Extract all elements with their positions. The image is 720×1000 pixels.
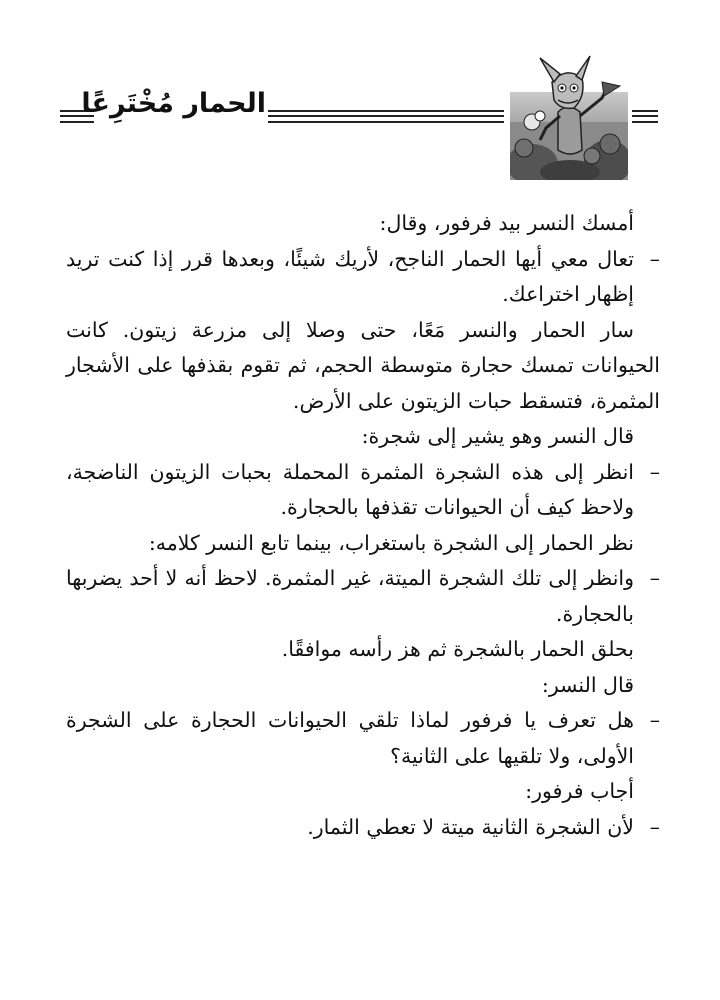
dialog-text: وانظر إلى تلك الشجرة الميتة، غير المثمرة. لاحظ أنه لا أحد يضربها بالحجارة. bbox=[66, 566, 634, 626]
dialog-paragraph bbox=[66, 703, 660, 774]
dialog-paragraph bbox=[66, 455, 660, 526]
page-header bbox=[0, 52, 720, 192]
dialog-text: تعال معي أيها الحمار الناجح، لأريك شيئًا، وبعدها قرر إذا كنت تريد إظهار اختراعك. bbox=[66, 246, 634, 306]
chapter-title: الحمار مُخْتَرِعًا bbox=[81, 88, 266, 119]
dialog-dash: – bbox=[649, 246, 660, 271]
narration-paragraph: سار الحمار والنسر مَعًا، حتى وصلا إلى مزرعة زيتون. كانت الحيوانات تمسك حجارة متوسطة الحجم، ثم تقوم بقذفها على الأشجار المثمرة، فتسقط حبات الزيتون على الأرض. bbox=[66, 317, 660, 413]
dialog-paragraph bbox=[66, 810, 660, 846]
donkey-illustration bbox=[510, 52, 628, 180]
story-text bbox=[66, 206, 660, 845]
narration-paragraph: أجاب فرفور: bbox=[525, 779, 634, 803]
dialog-dash: – bbox=[649, 814, 660, 839]
decorative-rule-right bbox=[632, 110, 658, 123]
narration-paragraph: بحلق الحمار بالشجرة ثم هز رأسه موافقًا. bbox=[281, 637, 634, 661]
dialog-paragraph bbox=[66, 561, 660, 632]
narration-paragraph: قال النسر وهو يشير إلى شجرة: bbox=[361, 424, 634, 448]
dialog-paragraph bbox=[66, 242, 660, 313]
donkey-illustration-icon bbox=[510, 52, 628, 180]
narration-paragraph: قال النسر: bbox=[541, 672, 634, 697]
dialog-text: انظر إلى هذه الشجرة المثمرة المحملة بحبات الزيتون الناضجة، ولاحظ كيف أن الحيوانات تقذفها بالحجارة. bbox=[66, 459, 634, 519]
dialog-dash: – bbox=[649, 708, 660, 732]
dialog-dash: – bbox=[649, 566, 660, 590]
dialog-text: هل تعرف يا فرفور لماذا تلقي الحيوانات الحجارة على الشجرة الأولى، ولا تلقيها على الثانية؟ bbox=[66, 708, 634, 768]
narration-paragraph: أمسك النسر بيد فرفور، وقال: bbox=[379, 211, 634, 235]
dialog-dash: – bbox=[649, 459, 660, 484]
narration-paragraph: نظر الحمار إلى الشجرة باستغراب، بينما تابع النسر كلامه: bbox=[148, 530, 634, 555]
dialog-text: لأن الشجرة الثانية ميتة لا تعطي الثمار. bbox=[307, 814, 634, 839]
decorative-rule-middle bbox=[268, 110, 504, 123]
